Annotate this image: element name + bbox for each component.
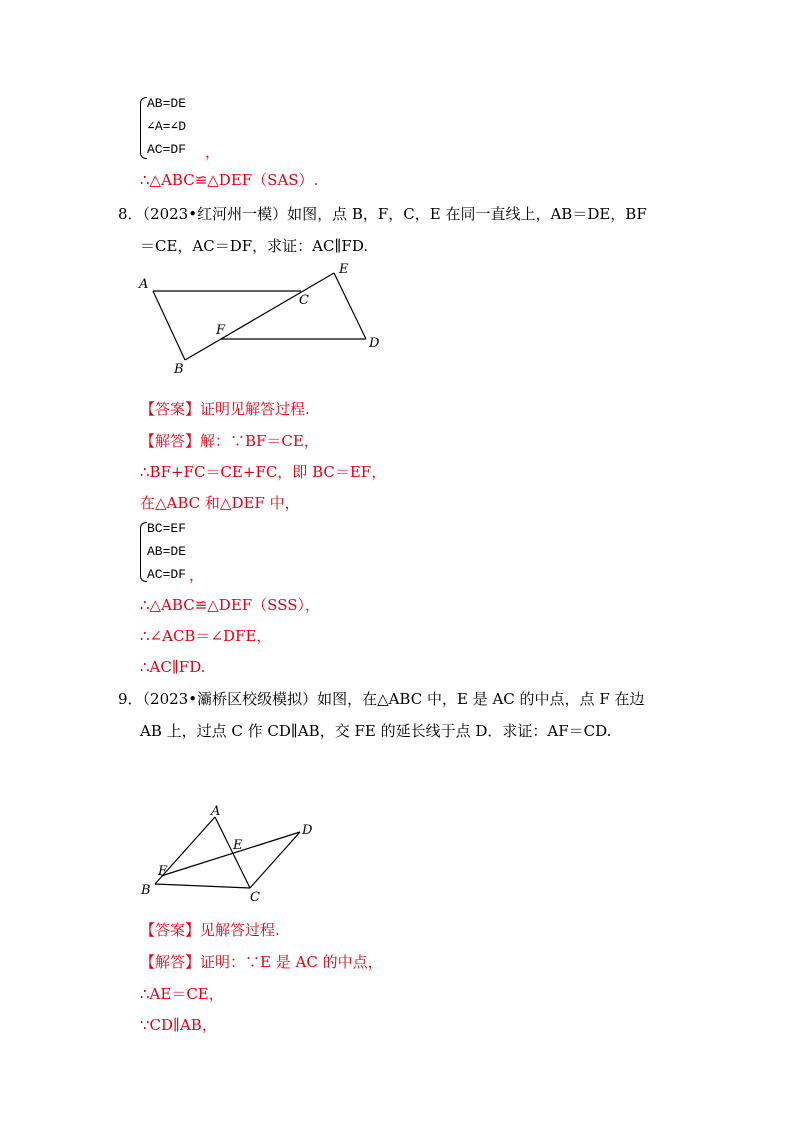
step-line: ∴△ABC≌△DEF（SSS）， bbox=[140, 596, 320, 614]
problem-9-statement-line-1: 9．（2023•灞桥区校级模拟）如图，在△ABC 中，E 是 AC 的中点，点 F 在边 bbox=[118, 690, 645, 708]
system-comma: ， bbox=[189, 566, 205, 584]
solution-line: ∴AE＝CE， bbox=[140, 985, 224, 1003]
system-brace bbox=[140, 522, 147, 582]
solution-line: 【解答】证明：∵E 是 AC 的中点， bbox=[140, 953, 383, 971]
step-line: ∴∠ACB＝∠DFE， bbox=[140, 627, 272, 645]
system-line: AC=DF bbox=[147, 142, 187, 157]
system-comma: ， bbox=[205, 143, 221, 161]
solution-line: ∴BF+FC＝CE+FC，即 BC＝EF， bbox=[140, 463, 387, 481]
label-C: C bbox=[299, 293, 309, 308]
segment-BC bbox=[155, 884, 250, 888]
segment-AB bbox=[155, 817, 215, 884]
label-B: B bbox=[141, 883, 151, 898]
label-F: F bbox=[216, 323, 226, 338]
problem-8-statement-line-1: 8．（2023•红河州一模）如图，点 B，F，C，E 在同一直线上，AB＝DE，BF bbox=[118, 205, 647, 223]
label-E: E bbox=[233, 838, 243, 853]
system-line: AC=DF bbox=[147, 567, 187, 582]
conclusion-line: ∴△ABC≌△DEF（SAS）. bbox=[140, 171, 319, 189]
problem-9-answer: 【答案】见解答过程. bbox=[140, 921, 280, 939]
solution-line: 在△ABC 和△DEF 中， bbox=[140, 494, 300, 512]
solution-line: ∵CD∥AB， bbox=[140, 1016, 217, 1034]
segment-ED bbox=[334, 273, 366, 339]
problem-8-statement-line-2: ＝CE，AC＝DF，求证：AC∥FD. bbox=[140, 237, 369, 255]
system-line: BC=EF bbox=[147, 521, 187, 536]
step-line: ∴AC∥FD. bbox=[140, 658, 206, 676]
label-B: B bbox=[174, 362, 184, 377]
system-line: AB=DE bbox=[147, 96, 187, 111]
label-D: D bbox=[302, 823, 313, 838]
segment-AC bbox=[215, 817, 250, 888]
segment-CD bbox=[250, 832, 300, 888]
solution-line: 【解答】解：∵BF＝CE， bbox=[140, 432, 319, 450]
problem-8-answer: 【答案】证明见解答过程. bbox=[140, 400, 310, 418]
label-A: A bbox=[139, 277, 149, 292]
label-A: A bbox=[211, 804, 221, 819]
label-F: F bbox=[158, 864, 168, 879]
label-E: E bbox=[339, 262, 349, 277]
problem-9-statement-line-2: AB 上，过点 C 作 CD∥AB，交 FE 的延长线于点 D．求证：AF＝CD. bbox=[140, 722, 612, 740]
system-line: AB=DE bbox=[147, 544, 187, 559]
label-C: C bbox=[250, 890, 260, 905]
segment-AB bbox=[153, 291, 185, 360]
label-D: D bbox=[369, 336, 380, 351]
system-brace bbox=[140, 97, 147, 159]
segment-FD bbox=[161, 832, 300, 876]
segment-BE bbox=[185, 273, 334, 360]
system-line: ∠A=∠D bbox=[147, 119, 187, 134]
